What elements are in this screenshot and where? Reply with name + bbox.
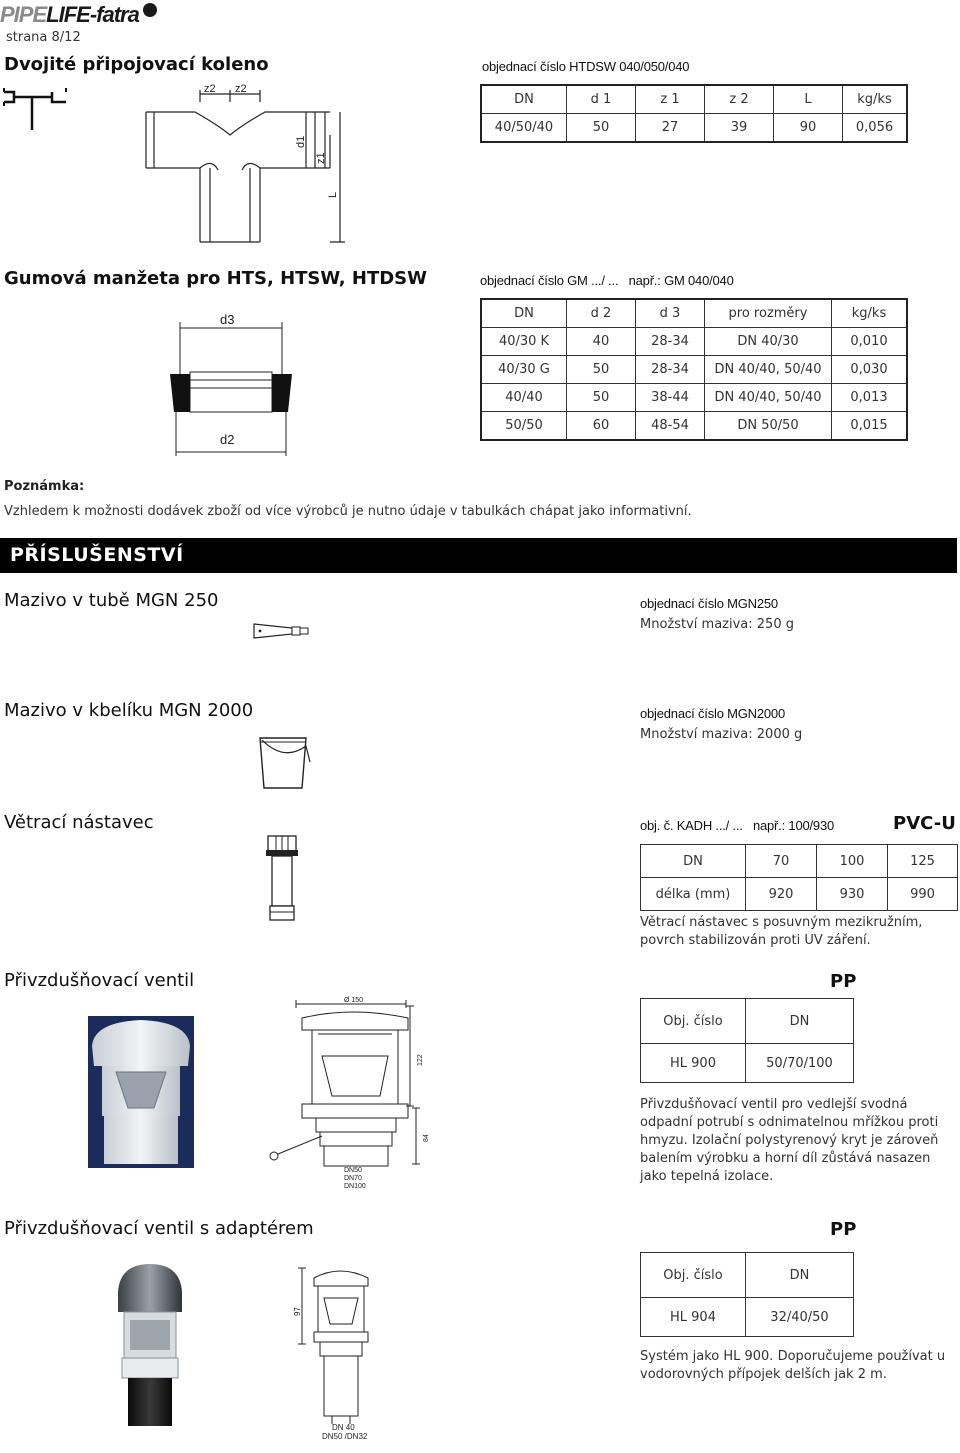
drawing-label: z2 — [235, 83, 247, 95]
air-valve-drawing — [262, 996, 452, 1192]
table-cell: DN 40/40, 50/40 — [705, 384, 832, 412]
table-cell: 27 — [636, 114, 705, 143]
table-cell: 40/40 — [481, 384, 567, 412]
table-cell: 90 — [774, 114, 843, 143]
drawing-label: d3 — [220, 312, 235, 327]
page-number: strana 8/12 — [6, 30, 81, 45]
valve-adapter-material: PP — [830, 1219, 857, 1240]
table-cell: 125 — [888, 845, 958, 878]
table-cell: d 3 — [636, 299, 705, 328]
table-cell: 39 — [705, 114, 774, 143]
table-cell: 0,056 — [843, 114, 908, 143]
table-cell: DN — [746, 999, 854, 1044]
coupler-symbol-icon — [0, 84, 70, 134]
company-logo — [0, 2, 200, 32]
air-valve-photo — [88, 1016, 194, 1168]
drawing-label: DN 40 — [332, 1423, 355, 1432]
drawing-label: DN50 /DN32 — [322, 1432, 368, 1441]
drawing-label: d2 — [220, 432, 235, 447]
table-cell: 38-44 — [636, 384, 705, 412]
lubricant-bucket-icon — [256, 732, 314, 792]
logo-fatra: -fatra — [89, 2, 139, 27]
logo-life: LIFE — [46, 2, 90, 27]
table-cell: 60 — [567, 412, 636, 441]
valve-material: PP — [830, 971, 857, 992]
table-cell: 920 — [746, 878, 817, 911]
vent-order-number: obj. č. KADH .../ ... např.: 100/930 — [640, 818, 835, 833]
coupler-order-number: objednací číslo HTDSW 040/050/040 — [482, 59, 690, 74]
coupler-table — [480, 84, 908, 143]
table-row — [481, 356, 907, 384]
table-header-row — [641, 999, 854, 1044]
table-cell: DN 40/40, 50/40 — [705, 356, 832, 384]
drawing-label: 97 — [293, 1307, 302, 1316]
table-cell: kg/ks — [843, 85, 908, 114]
vent-cap-icon — [262, 832, 302, 924]
table-cell: L — [774, 85, 843, 114]
table-row — [481, 114, 907, 143]
table-cell: DN — [746, 1253, 854, 1298]
table-row — [481, 384, 907, 412]
table-cell: HL 900 — [641, 1044, 746, 1083]
lubricant-tube-icon — [252, 620, 312, 642]
banner-title: PŘÍSLUŠENSTVÍ — [10, 544, 184, 566]
table-cell: 990 — [888, 878, 958, 911]
vent-table — [640, 844, 958, 911]
table-header-row — [641, 1253, 854, 1298]
seal-title: Gumová manžeta pro HTS, HTSW, HTDSW — [4, 268, 427, 289]
table-cell: 100 — [817, 845, 888, 878]
table-header-row — [481, 85, 907, 114]
table-cell: 40/50/40 — [481, 114, 567, 143]
table-cell: kg/ks — [832, 299, 908, 328]
seal-drawing — [160, 304, 300, 462]
table-cell: 50 — [567, 384, 636, 412]
valve-adapter-description: Systém jako HL 900. Doporučujeme používat u vodorovných přípojek delších jak 2 m. — [640, 1349, 946, 1382]
table-cell: 32/40/50 — [746, 1298, 854, 1337]
table-row — [641, 1298, 854, 1337]
table-cell: 70 — [746, 845, 817, 878]
table-cell: 50 — [567, 114, 636, 143]
table-cell: 50/70/100 — [746, 1044, 854, 1083]
coupler-drawing — [140, 80, 360, 250]
table-cell: DN — [481, 85, 567, 114]
table-cell: délka (mm) — [641, 878, 746, 911]
table-cell: Obj. číslo — [641, 1253, 746, 1298]
table-cell: 48-54 — [636, 412, 705, 441]
drawing-label: DN100 — [344, 1183, 366, 1190]
table-row — [641, 1044, 854, 1083]
note-title: Poznámka: — [4, 479, 85, 494]
table-cell: 0,015 — [832, 412, 908, 441]
vent-title: Větrací nástavec — [4, 812, 154, 833]
tube-quantity: Množství maziva: 250 g — [640, 617, 794, 632]
note-text: Vzhledem k možnosti dodávek zboží od více výrobců je nutno údaje v tabulkách chápat jako informativní. — [4, 504, 692, 519]
drawing-label: z1 — [315, 152, 327, 164]
bucket-title: Mazivo v kbelíku MGN 2000 — [4, 700, 254, 721]
valve-title: Přivzdušňovací ventil — [4, 970, 195, 991]
seal-order-number: objednací číslo GM .../ ... např.: GM 040/040 — [480, 273, 734, 288]
table-cell: Obj. číslo — [641, 999, 746, 1044]
drawing-label: Ø 150 — [344, 997, 364, 1004]
table-cell: 28-34 — [636, 328, 705, 356]
drawing-label: L — [327, 191, 339, 198]
accessories-banner — [0, 538, 957, 573]
table-cell: 28-34 — [636, 356, 705, 384]
air-valve-adapter-photo — [108, 1262, 192, 1428]
tube-order-number: objednací číslo MGN250 — [640, 596, 778, 611]
table-cell: 0,010 — [832, 328, 908, 356]
valve-adapter-title: Přivzdušňovací ventil s adaptérem — [4, 1218, 314, 1239]
valve-description: Přivzdušňovací ventil pro vedlejší svodná odpadní potrubí s odnimatelnou mřížkou proti hmyzu. Izolační polystyrenový kryt je zároveň balením výrobku a horní díl zůstává nasazen jako tepelná izolace. — [640, 1097, 939, 1184]
table-row — [641, 845, 958, 878]
logo-pipe: PIPE — [0, 2, 47, 27]
air-valve-adapter-drawing — [292, 1258, 382, 1442]
table-cell: DN — [641, 845, 746, 878]
table-cell: 0,013 — [832, 384, 908, 412]
coupler-title: Dvojité připojovací koleno — [4, 54, 269, 75]
drawing-label: d1 — [295, 135, 307, 148]
drawing-label: DN50 — [344, 1167, 362, 1174]
table-cell: d 1 — [567, 85, 636, 114]
table-row — [481, 328, 907, 356]
table-cell: DN 40/30 — [705, 328, 832, 356]
table-cell: 40/30 G — [481, 356, 567, 384]
table-row — [641, 878, 958, 911]
tube-title: Mazivo v tubě MGN 250 — [4, 590, 219, 611]
table-cell: z 1 — [636, 85, 705, 114]
table-cell: 40 — [567, 328, 636, 356]
table-cell: 0,030 — [832, 356, 908, 384]
table-cell: DN 50/50 — [705, 412, 832, 441]
drawing-label: z2 — [204, 83, 216, 95]
table-cell: d 2 — [567, 299, 636, 328]
table-cell: pro rozměry — [705, 299, 832, 328]
bucket-order-number: objednací číslo MGN2000 — [640, 706, 785, 721]
valve-adapter-table — [640, 1252, 854, 1337]
valve-table — [640, 998, 854, 1083]
vent-description: Větrací nástavec s posuvným mezikružním, povrch stabilizován proti UV záření. — [640, 915, 923, 948]
table-cell: DN — [481, 299, 567, 328]
logo-mark-icon — [143, 3, 157, 17]
table-cell: HL 904 — [641, 1298, 746, 1337]
drawing-label: 84 — [423, 1134, 430, 1142]
bucket-quantity: Množství maziva: 2000 g — [640, 727, 803, 742]
drawing-label: DN70 — [344, 1175, 362, 1182]
table-row — [481, 412, 907, 441]
table-cell: 40/30 K — [481, 328, 567, 356]
table-header-row — [481, 299, 907, 328]
table-cell: 50 — [567, 356, 636, 384]
drawing-label: 122 — [417, 1054, 424, 1066]
vent-material: PVC-U — [893, 813, 956, 834]
table-cell: 50/50 — [481, 412, 567, 441]
table-cell: 930 — [817, 878, 888, 911]
seal-table — [480, 298, 908, 441]
table-cell: z 2 — [705, 85, 774, 114]
